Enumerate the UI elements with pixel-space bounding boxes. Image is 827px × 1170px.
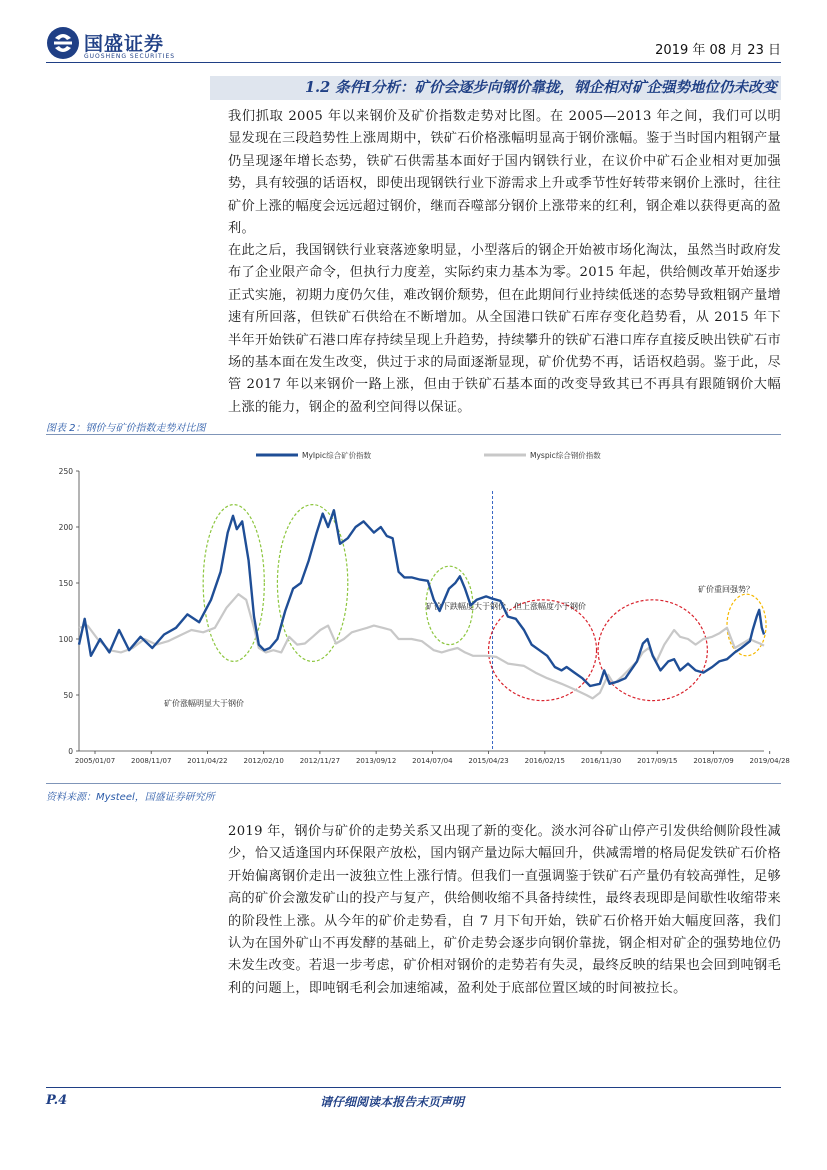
footer-divider	[46, 1087, 781, 1088]
footer-disclaimer: 请仔细阅读本报告末页声明	[320, 1095, 465, 1109]
y-tick-label: 200	[58, 523, 73, 532]
figure-top-rule	[46, 434, 781, 435]
price-index-chart	[46, 437, 790, 782]
figure-title: 图表 2：钢价与矿价指数走势对比图	[46, 423, 206, 434]
x-tick-label: 2018/07/09	[693, 757, 734, 765]
x-tick-label: 2011/04/22	[187, 757, 228, 765]
y-tick-label: 50	[63, 691, 73, 700]
paragraph-2: 在此之后，我国钢铁行业衰落迹象明显，小型落后的钢企开始被市场化淘汰，虽然当时政府发布了企业限产命令，但执行力度差，实际约束力基本为零。2015 年起，供给侧改革开始逐步正式实施，初期力度仍欠佳，难改钢价颓势，但在此期间行业持续低迷的态势导致粗钢产量增速有所回落，但铁矿石供给在不断增加。从全国港口铁矿石库存变化趋势看，从 2015 年下半年开始铁矿石港口库存持续呈现上升趋势，持续攀升的铁矿石港口库存直接反映出铁矿石市场的基本面在发生改变，供过于求的局面逐渐显现，矿价优势不再，话语权趋弱。鉴于此，尽管 2017 年以来钢价一路上涨，但由于铁矿石基本面的改变导致其已不再具有跟随钢价大幅上涨的能力，钢企的盈利空间得以保证。	[228, 243, 781, 415]
company-name: 国盛证券	[84, 33, 165, 55]
x-tick-label: 2017/09/15	[637, 757, 678, 765]
steel-index-line	[79, 594, 764, 698]
header-divider	[46, 62, 781, 63]
iron-ore-index-line	[79, 510, 764, 686]
x-tick-label: 2008/11/07	[131, 757, 172, 765]
section-title: 1.2 条件Ⅰ分析：矿价会逐步向钢价靠拢，钢企相对矿企强势地位仍未改变	[304, 79, 777, 96]
page-number: P.4	[46, 1093, 68, 1108]
paragraph-3: 2019 年，钢价与矿价的走势关系又出现了新的变化。淡水河谷矿山停产引发供给侧阶段性减少，恰又适逢国内环保限产放松，国内钢产量边际大幅回升，供减需增的格局促发铁矿石价格开始偏离钢价走出一波独立性上涨行情。但我们一直强调鉴于铁矿石产量仍有较高弹性，足够高的矿价会激发矿山的投产与复产，供给侧收缩不具备持续性，最终表现即是间歇性收缩带来的阶段性上涨。从今年的矿价走势看，自 7 月下旬开始，铁矿石价格开始大幅度回落，我们认为在国外矿山不再发酵的基础上，矿价走势会逐步向钢价靠拢，钢企相对矿企的强势地位仍未发生改变。若退一步考虑，矿价相对钢价的走势若有失灵，最终反映的结果也会回到吨钢毛利的问题上，即吨钢毛利会加速缩减，盈利处于底部位置区域的时间被拉长。	[228, 824, 781, 996]
x-tick-label: 2015/04/23	[468, 757, 509, 765]
report-date: 2019 年 08 月 23 日	[655, 43, 781, 58]
y-tick-label: 250	[58, 467, 73, 476]
chart-annotation: 矿价涨幅明显大于钢价	[164, 699, 244, 708]
x-tick-label: 2016/11/30	[580, 757, 622, 765]
x-tick-label: 2012/11/27	[299, 757, 341, 765]
red-ellipse-decline	[489, 600, 597, 701]
legend-label: MyIpic综合矿价指数	[302, 451, 372, 460]
company-name-en: GUOSHENG SECURITIES	[84, 53, 176, 60]
x-tick-label: 2012/02/10	[243, 757, 284, 765]
x-tick-label: 2019/04/28	[749, 757, 790, 765]
y-tick-label: 150	[58, 579, 73, 588]
chart-annotation: 矿价重回强势？	[698, 585, 754, 594]
y-tick-label: 100	[58, 635, 73, 644]
section-title-bar	[210, 76, 781, 100]
x-tick-label: 2014/07/04	[412, 757, 453, 765]
legend-label: Myspic综合钢价指数	[530, 451, 601, 460]
figure-bottom-rule	[46, 783, 781, 784]
logo-mark-icon	[46, 26, 80, 60]
chart-annotation: 矿价下跌幅度大于钢价，但上涨幅度小于钢价	[426, 602, 586, 611]
x-tick-label: 2005/01/07	[74, 757, 116, 765]
paragraph-1: 我们抓取 2005 年以来钢价及矿价指数走势对比图。在 2005—2013 年之间，我们可以明显发现在三段趋势性上涨周期中，铁矿石价格涨幅明显高于钢价涨幅。鉴于当时国内粗钢产量仍呈现逐年增长态势，铁矿石供需基本面好于国内钢铁行业，在议价中矿石企业相对更加强势，具有较强的话语权，即使出现钢铁行业下游需求上升或季节性好转带来钢价上涨时，往往矿价上涨的幅度会远远超过钢价，继而吞噬部分钢价上涨带来的红利，钢企难以获得更高的盈利。	[228, 109, 781, 237]
x-tick-label: 2016/02/15	[524, 757, 565, 765]
red-ellipse-rise	[598, 600, 707, 701]
x-tick-label: 2013/09/12	[355, 757, 397, 765]
y-tick-label: 0	[68, 747, 73, 756]
green-ellipse-2008	[203, 505, 264, 662]
chart-svg	[46, 437, 790, 782]
figure-source: 资料来源：Mysteel，国盛证券研究所	[46, 792, 215, 803]
